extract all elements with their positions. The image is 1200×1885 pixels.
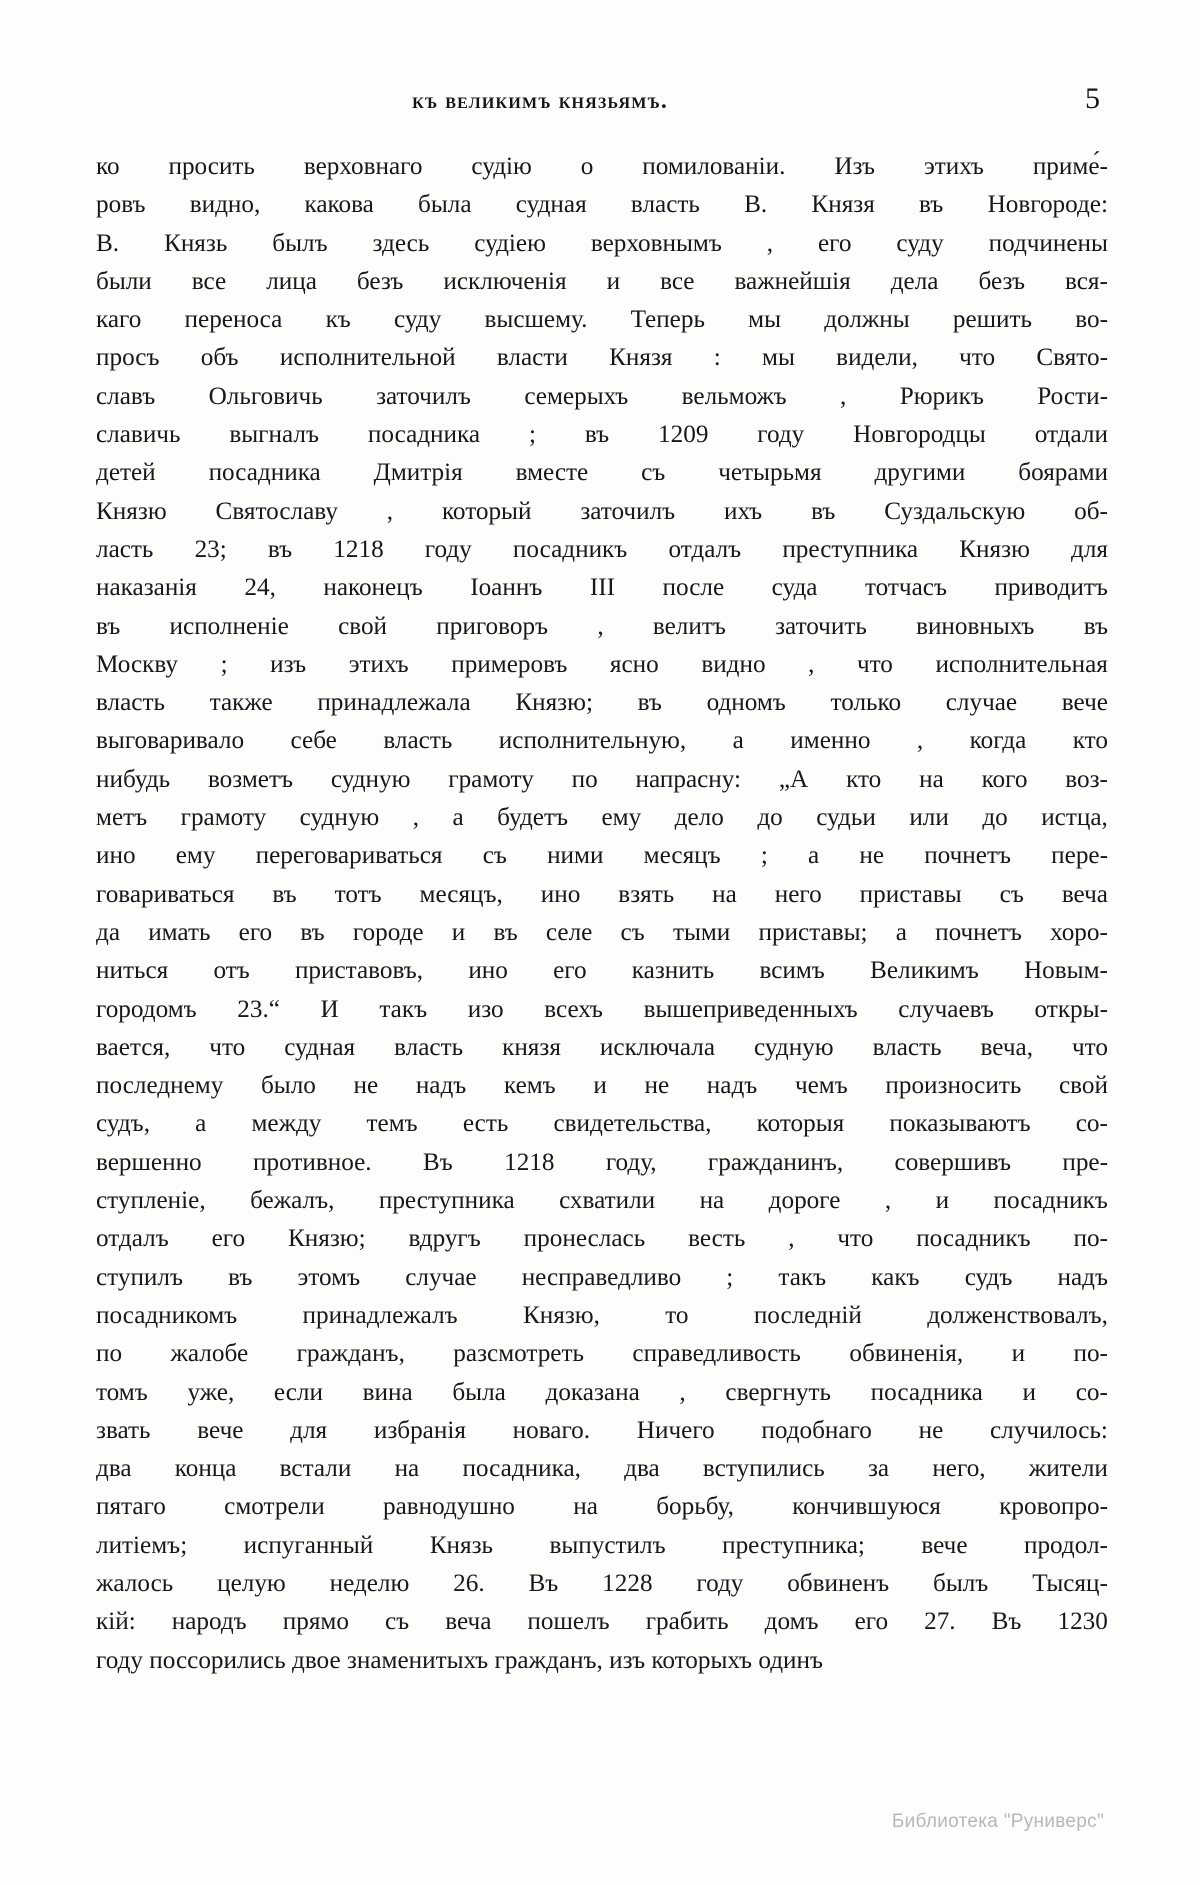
text-line: посадникомъ принадлежалъ Князю, то последній долженствовалъ, xyxy=(96,1301,1108,1329)
running-title: къ великимъ князьямъ. xyxy=(412,88,668,113)
text-line: ровъ видно, какова была судная власть В. Князя въ Новгороде: xyxy=(96,191,1108,219)
text-line: звать вече для избранія новаго. Ничего подобнаго не случилось: xyxy=(96,1416,1108,1444)
text-line: жалось целую неделю 26. Въ 1228 году обвиненъ былъ Тысяц- xyxy=(96,1569,1108,1597)
text-line: пятаго смотрели равнодушно на борьбу, кончившуюся кровопро- xyxy=(96,1493,1108,1521)
text-line: были все лица безъ исключенія и все важнейшія дела безъ вся- xyxy=(96,267,1108,295)
text-line: литіемъ; испуганный Князь выпустилъ преступника; вече продол- xyxy=(96,1531,1108,1559)
text-line: детей посадника Дмитрія вместе съ четырьмя другими боярами xyxy=(96,459,1108,487)
text-line: городомъ 23.“ И такъ изо всехъ вышеприведенныхъ случаевъ откры- xyxy=(96,995,1108,1023)
text-line: вершенно противное. Въ 1218 году, гражданинъ, совершивъ пре- xyxy=(96,1148,1108,1176)
text-line: судъ, а между темъ есть свидетельства, которыя показываютъ со- xyxy=(96,1110,1108,1138)
text-line: ино ему переговариваться съ ними месяцъ ; а не почнетъ пере- xyxy=(96,842,1108,870)
text-line: году поссорились двое знаменитыхъ гражданъ, изъ которыхъ одинъ xyxy=(96,1646,824,1674)
body-text xyxy=(96,148,1108,1680)
text-line: ко просить верховнаго судію о помилованіи. Изъ этихъ приме́- xyxy=(96,153,1108,180)
text-line: въ исполненіе свой приговоръ , велитъ заточить виновныхъ въ xyxy=(96,612,1108,640)
text-line: наказанія 24, наконецъ Іоаннъ III после суда тотчасъ приводитъ xyxy=(96,574,1108,602)
text-line: томъ уже, если вина была доказана , свергнуть посадника и со- xyxy=(96,1378,1108,1406)
text-line: славъ Ольговичь заточилъ семерыхъ вельможъ , Рюрикъ Рости- xyxy=(96,382,1108,410)
text-line: ступленіе, бежалъ, преступника схватили на дороге , и посадникъ xyxy=(96,1187,1108,1215)
text-line: вается, что судная власть князя исключала судную власть веча, что xyxy=(96,1033,1108,1061)
text-line: Москву ; изъ этихъ примеровъ ясно видно , что исполнительная xyxy=(96,650,1108,678)
text-line: ласть 23; въ 1218 году посадникъ отдалъ преступника Князю для xyxy=(96,535,1108,563)
text-line: метъ грамоту судную , а будетъ ему дело до судьи или до истца, xyxy=(96,804,1108,832)
text-line: кій: народъ прямо съ веча пошелъ грабить домъ его 27. Въ 1230 xyxy=(96,1608,1108,1636)
page-header xyxy=(100,82,1100,128)
text-line: нибудь возметъ судную грамоту по напрасну: „А кто на кого воз- xyxy=(96,765,1108,793)
text-line: да имать его въ городе и въ селе съ тыми приставы; а почнетъ хоро- xyxy=(96,918,1108,946)
text-line: просъ объ исполнительной власти Князя : мы видели, что Свято- xyxy=(96,344,1108,372)
text-line: отдалъ его Князю; вдругъ пронеслась весть , что посадникъ по- xyxy=(96,1225,1108,1253)
text-line: славичь выгналъ посадника ; въ 1209 году Новгородцы отдали xyxy=(96,421,1108,449)
text-line: каго переноса къ суду высшему. Теперь мы должны решить во- xyxy=(96,306,1108,334)
text-line: власть также принадлежала Князю; въ одномъ только случае вече xyxy=(96,689,1108,717)
text-line: ступилъ въ этомъ случае несправедливо ; такъ какъ судъ надъ xyxy=(96,1263,1108,1291)
text-line: говариваться въ тотъ месяцъ, ино взять на него приставы съ веча xyxy=(96,880,1108,908)
text-line: В. Князь былъ здесь судіею верховнымъ , его суду подчинены xyxy=(96,229,1108,257)
page-number: 5 xyxy=(1085,82,1100,115)
text-line: выговаривало себе власть исполнительную, а именно , когда кто xyxy=(96,727,1108,755)
text-line: ниться отъ приставовъ, ино его казнить всимъ Великимъ Новым- xyxy=(96,957,1108,985)
paragraph xyxy=(96,148,1108,1680)
text-line: по жалобе гражданъ, разсмотреть справедливость обвиненія, и по- xyxy=(96,1340,1108,1368)
text-line: последнему было не надъ кемъ и не надъ чемъ произносить свой xyxy=(96,1072,1108,1100)
library-watermark: Библиотека "Руниверс" xyxy=(891,1811,1104,1832)
text-line: Князю Святославу , который заточилъ ихъ въ Суздальскую об- xyxy=(96,497,1108,525)
text-line: два конца встали на посадника, два вступились за него, жители xyxy=(96,1455,1108,1483)
